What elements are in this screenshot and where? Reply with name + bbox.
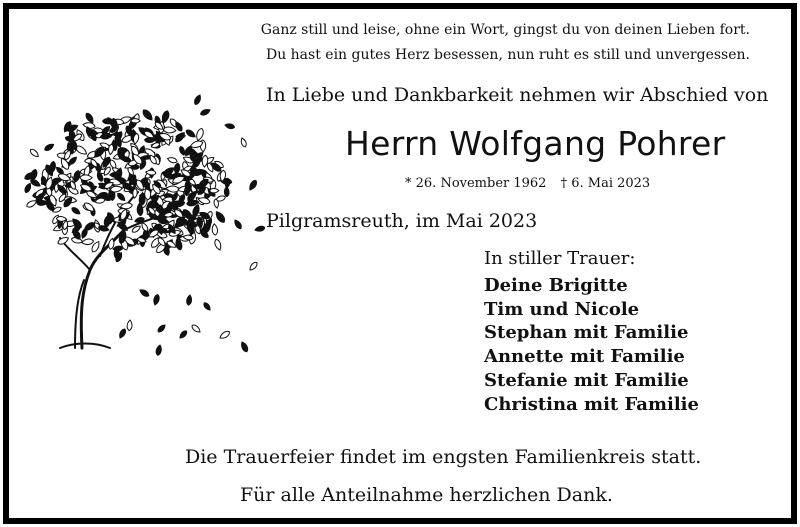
mourner-item: Stephan mit Familie [484, 322, 689, 344]
mourner-item: Tim und Nicole [484, 298, 640, 320]
deceased-name: Herrn Wolfgang Pohrer [345, 124, 726, 163]
poem [261, 18, 750, 68]
birth-date: * 26. November 1962 [405, 176, 547, 191]
poem-line-2: Du hast ein gutes Herz besessen, nun ruht es still und unvergessen. [265, 47, 750, 63]
mourners-title: In stiller Trauer: [484, 248, 636, 269]
poem-line-1: Ganz still und leise, ohne ein Wort, gingst du von deinen Lieben fort. [260, 22, 750, 38]
mourner-item: Christina mit Familie [484, 393, 699, 415]
mourner-item: Stefanie mit Familie [484, 369, 689, 391]
farewell-intro: In Liebe und Dankbarkeit nehmen wir Abschied von [266, 84, 769, 106]
mourner-item: Deine Brigitte [484, 275, 628, 296]
death-date: † 6. Mai 2023 [560, 176, 651, 191]
life-dates [405, 176, 660, 191]
mourner-item: Annette mit Familie [484, 346, 685, 368]
thanks-note: Für alle Anteilnahme herzlichen Dank. [240, 484, 613, 506]
funeral-note: Die Trauerfeier findet im engsten Familienkreis statt. [185, 446, 702, 468]
windblown-tree-icon [20, 80, 265, 360]
place-and-date: Pilgramsreuth, im Mai 2023 [266, 210, 538, 232]
mourners-list [484, 274, 699, 416]
